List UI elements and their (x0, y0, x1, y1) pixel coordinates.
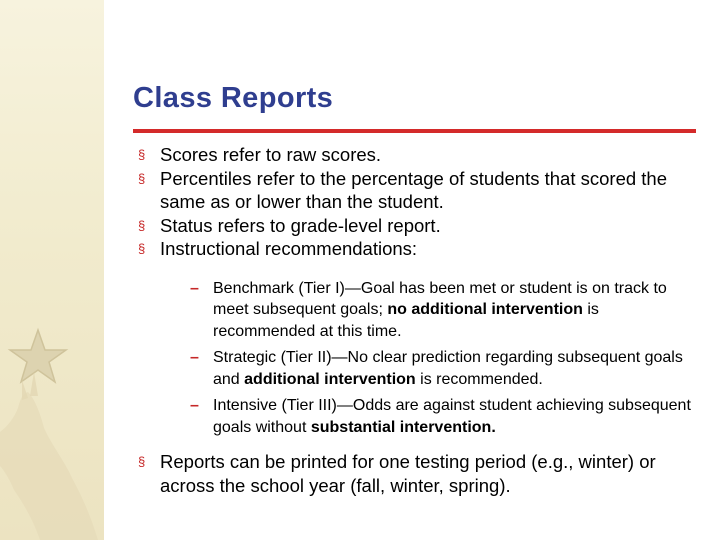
sub-bullet-item (160, 278, 698, 343)
title-underline (133, 129, 696, 133)
slide-title: Class Reports (133, 82, 334, 114)
sub-bullet-item (160, 395, 698, 438)
sub-bullet-list (160, 278, 698, 439)
dash-icon: – (190, 279, 199, 297)
dash-icon: – (190, 397, 199, 414)
sub-bullet-text: Benchmark (Tier I)—Goal has been met or student is on track to meet subsequent goals; (213, 279, 667, 318)
bullet-icon: § (138, 147, 146, 162)
bullet-text: Reports can be printed for one testing period (e.g., winter) or across the school year (fall, winter, spring). (160, 451, 656, 496)
sub-bullet-bold: substantial intervention. (310, 418, 496, 436)
bullet-icon: § (138, 217, 146, 233)
bullet-item (138, 167, 698, 214)
decorative-sidebar (0, 0, 104, 540)
bullet-item (138, 450, 698, 497)
bullet-text: Instructional recommendations: (160, 238, 418, 259)
sub-bullet-item (160, 347, 698, 390)
bullet-text: Percentiles refer to the percentage of students that scored the same as or lower than the student. (160, 167, 667, 212)
sub-bullet-text-end: is recommended at this time. (213, 301, 599, 340)
slide-content (138, 143, 698, 497)
star-icon (10, 330, 66, 382)
bullet-text: Status refers to grade-level report. (160, 214, 441, 236)
bullet-text: Scores refer to raw scores. (160, 144, 382, 165)
sub-bullet-bold: no additional intervention (387, 301, 583, 318)
bullet-list (138, 143, 698, 497)
sub-bullet-text: Strategic (Tier II)—No clear prediction regarding subsequent goals and (213, 349, 683, 388)
sub-bullet-bold: additional intervention (244, 370, 416, 388)
sub-bullet-text-end: is recommended. (415, 370, 543, 388)
bullet-item (138, 143, 698, 167)
reaching-star-illustration (0, 300, 104, 540)
bullet-item (138, 214, 698, 238)
hand-silhouette (0, 392, 98, 540)
bullet-icon: § (138, 454, 146, 469)
dash-icon: – (190, 349, 199, 366)
bullet-icon: § (138, 170, 146, 186)
bullet-item (138, 237, 698, 438)
sub-bullet-text: Intensive (Tier III)—Odds are against student achieving subsequent goals without (213, 397, 691, 436)
bullet-icon: § (138, 241, 146, 256)
